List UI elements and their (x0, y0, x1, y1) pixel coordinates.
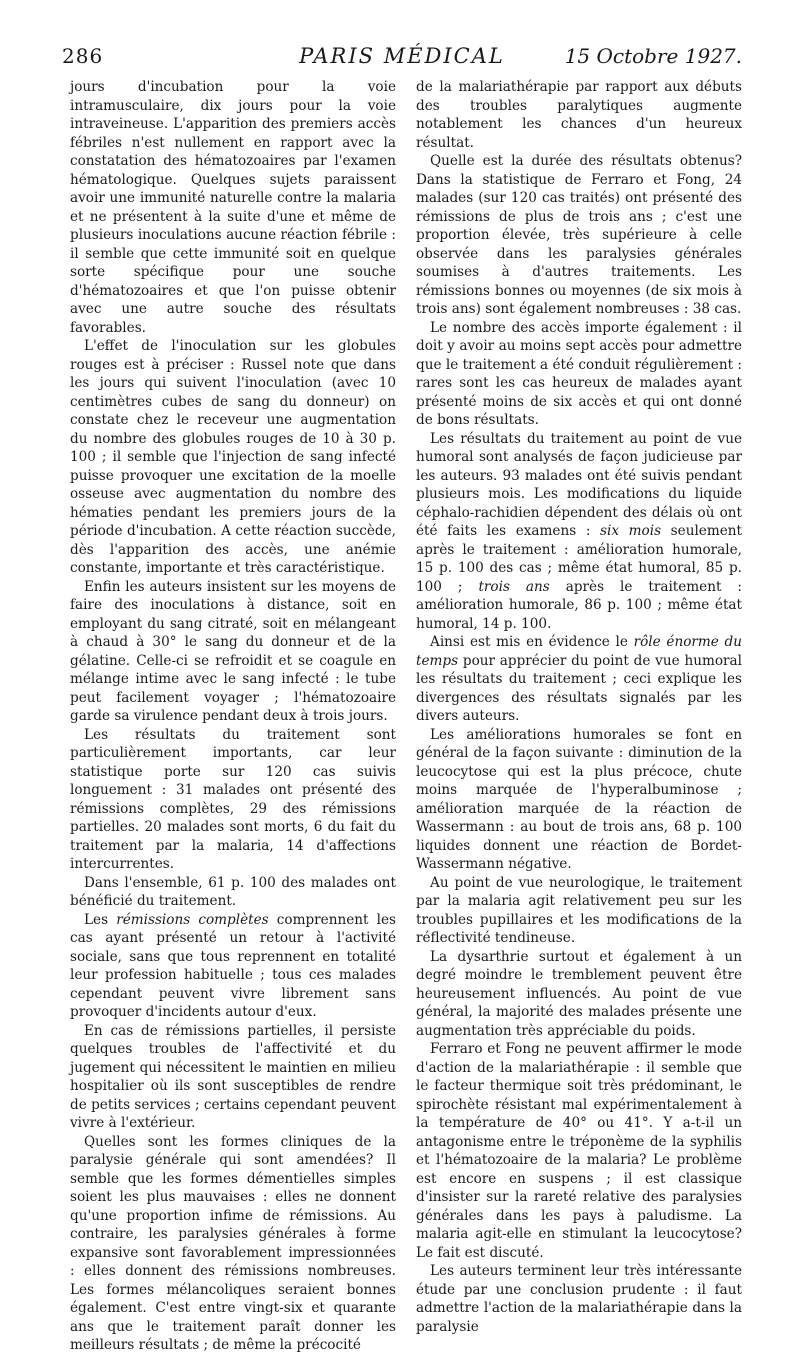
paragraph: Le nombre des accès importe également : il doit y avoir au moins sept accès pour admettre que le traitement a été conduit régulièrement : rares sont les cas heureux de malades ayant présenté moins de six accès et qui ont donné de bons résultats. (416, 319, 742, 428)
paragraph: Les auteurs terminent leur très intéressante étude par une conclusion prudente : il faut admettre l'action de la malariathérapie dans la paralysie (416, 1263, 742, 1335)
paragraph: Les résultats du traitement au point de vue humoral sont analysés de façon judicieuse par les auteurs. 93 malades ont été suivis pendant plusieurs mois. Les modifications du liquide céphalo-rachidien dépendent des délais où ont été faits les examens : six mois seulement après le traitement : amélioration humorale, 15 p. 100 des cas ; même état humoral, 85 p. 100 ; trois ans après le traitement : amélioration humorale, 86 p. 100 ; même état humoral, 14 p. 100. (416, 430, 742, 632)
journal-title: PARIS MÉDICAL (299, 44, 505, 68)
paragraph: jours d'incubation pour la voie intramusculaire, dix jours pour la voie intraveineuse. L'apparition des premiers accès fébriles n'est nullement en rapport avec la constatation des hématozoaires par l'examen hématologique. Quelques sujets paraissent avoir une immunité naturelle contre la malaria et ne présentent à la suite d'une et même de plusieurs inoculations aucune réaction fébrile : il semble que cette immunité soit en quelque sorte spécifique pour une souche d'hématozoaires et que l'on puisse obtenir avec une autre souche des résultats favorables. (70, 79, 396, 336)
paragraph: Enfin les auteurs insistent sur les moyens de faire des inoculations à distance, soit en employant du sang citraté, soit en mélangeant à chaud à 30° le sang du donneur et de la gélatine. Celle-ci se refroidit et se coagule en mélange intime avec le sang infecté : le tube peut facilement voyager ; l'hématozoaire garde sa virulence pendant deux à trois jours. (70, 578, 396, 724)
paragraph: de la malariathérapie par rapport aux débuts des troubles paralytiques augmente notablement les chances d'un heureux résultat. (416, 79, 742, 151)
paragraph: Les résultats du traitement sont particulièrement importants, car leur statistique porte sur 120 cas suivis longuement : 31 malades ont présenté des rémissions complètes, 29 des rémissions partielles. 20 malades sont morts, 6 du fait du traitement par la malaria, 14 d'affections intercurrentes. (70, 726, 396, 872)
left-column (70, 78, 396, 1355)
issue-date: 15 Octobre 1927. (564, 44, 742, 68)
page-number: 286 (62, 44, 104, 68)
paragraph: Les rémissions complètes comprennent les cas ayant présenté un retour à l'activité sociale, sans que tous reprennent en totalité leur profession habituelle ; tous ces malades cependant peuvent vivre librement sans provoquer d'incidents autour d'eux. (70, 911, 396, 1020)
paragraph: Au point de vue neurologique, le traitement par la malaria agit relativement peu sur les troubles pupillaires et les modifications de la réflectivité tendineuse. (416, 874, 742, 946)
paragraph: Dans l'ensemble, 61 p. 100 des malades ont bénéficié du traitement. (70, 874, 396, 909)
paragraph: Ainsi est mis en évidence le rôle énorme du temps pour apprécier du point de vue humoral les résultats du traitement ; ceci explique les divergences des résultats signalés par les divers auteurs. (416, 634, 742, 724)
italic-term: rémissions complètes (116, 911, 269, 928)
italic-term: rôle énorme du temps (416, 634, 742, 669)
paragraph: Les améliorations humorales se font en général de la façon suivante : diminution de la leucocytose qui est la plus précoce, chute moins marquée de l'hyperalbuminose ; amélioration marquée de la réaction de Wassermann : au bout de trois ans, 68 p. 100 liquides donnent une réaction de Bordet-Wassermann négative. (416, 726, 742, 872)
paragraph: La dysarthrie surtout et également à un degré moindre le tremblement peuvent être heureusement influencés. Au point de vue général, la majorité des malades présente une augmentation très appréciable du poids. (416, 948, 742, 1039)
right-column (416, 78, 742, 1336)
page-header (62, 44, 742, 76)
paragraph: Quelle est la durée des résultats obtenus? Dans la statistique de Ferraro et Fong, 24 malades (sur 120 cas traités) ont présenté des rémissions de plus de trois ans ; c'est une proportion élevée, très supérieure à celle observée dans les paralysies générales soumises à d'autres traitements. Les rémissions bonnes ou moyennes (de six mois à trois ans) sont également nombreuses : 38 cas. (416, 153, 742, 317)
italic-term: trois ans (478, 578, 550, 595)
paragraph: L'effet de l'inoculation sur les globules rouges est à préciser : Russel note que dans les jours qui suivent l'inoculation (avec 10 centimètres cubes de sang du donneur) on constate chez le receveur une augmentation du nombre des globules rouges de 10 à 30 p. 100 ; il semble que l'injection de sang infecté puisse provoquer une excitation de la moelle osseuse avec augmentation du nombre des hématies pendant les premiers jours de la période d'incubation. A cette réaction succède, dès l'apparition des accès, une anémie constante, importante et très caractéristique. (70, 338, 396, 576)
paragraph: Quelles sont les formes cliniques de la paralysie générale qui sont amendées? Il semble que les formes démentielles simples soient les plus mauvaises : elles ne donnent qu'une proportion infime de rémissions. Au contraire, les paralysies générales à forme expansive sont favorablement impressionnées : elles donnent des rémissions nombreuses. Les formes mélancoliques seraient bonnes également. C'est entre vingt-six et quarante ans que le traitement paraît donner les meilleurs résultats ; de même la précocité (70, 1133, 396, 1353)
paragraph: Ferraro et Fong ne peuvent affirmer le mode d'action de la malariathérapie : il semble que le facteur thermique soit très prédominant, le spirochète résistant mal expérimentalement à la température de 40° ou 41°. Y a-t-il un antagonisme entre le tréponème de la syphilis et l'hématozoaire de la malaria? Le problème est encore en suspens ; il est classique d'insister sur la rareté relative des paralysies générales dans les pays à paludisme. La malaria agit-elle en stimulant la leucocytose? Le fait est discuté. (416, 1041, 742, 1261)
italic-term: six mois (600, 523, 662, 539)
paragraph: En cas de rémissions partielles, il persiste quelques troubles de l'affectivité et du jugement qui nécessitent le maintien en milieu hospitalier où ils sont susceptibles de rendre de petits services ; certains cependant peuvent vivre à l'extérieur. (70, 1022, 396, 1131)
